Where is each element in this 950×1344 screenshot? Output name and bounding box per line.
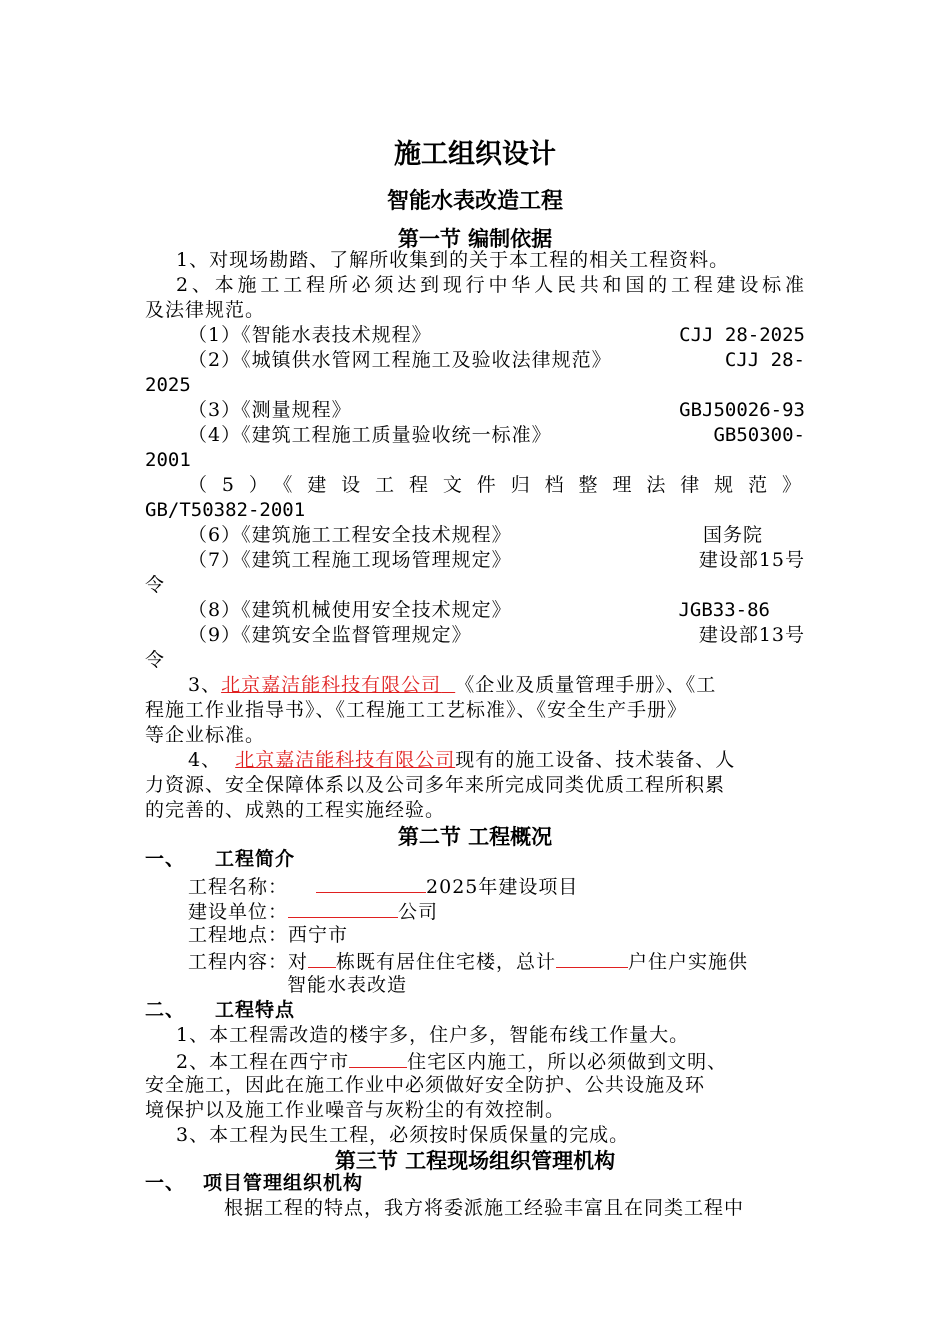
- standard-code: 建设部13号: [698, 624, 805, 646]
- field-label: 建设单位：: [188, 901, 289, 923]
- paragraph-2: 2、本施工工程所必须达到现行中华人民共和国的工程建设标准: [176, 274, 805, 296]
- document-subtitle: 智能水表改造工程: [386, 188, 563, 214]
- standard-item: [145, 347, 805, 373]
- section-2-heading: 第二节 工程概况: [397, 824, 553, 849]
- field-value: 公司: [398, 901, 439, 923]
- subsection-heading: 一、 工程简介: [145, 848, 296, 870]
- blank-line: [316, 872, 426, 893]
- standard-title: （6）《建筑施工工程安全技术规程》: [188, 524, 512, 546]
- standard-code: GBJ50026-93: [679, 399, 805, 421]
- builder-row: [145, 897, 805, 923]
- standard-item: [145, 622, 805, 648]
- paragraph-4-cont: 的完善的、成熟的工程实施经验。: [145, 799, 446, 821]
- standard-code: 国务院: [702, 524, 763, 546]
- content-row: 工程内容：对 栋既有居住住宅楼，总计 户住户实施供: [145, 947, 805, 973]
- standard-title: （9）《建筑安全监督管理规定》: [188, 624, 472, 646]
- field-label: 工程内容：: [188, 951, 289, 973]
- standard-title: （3）《测量规程》: [188, 399, 352, 421]
- document-title: 施工组织设计: [394, 139, 556, 170]
- field-label: 工程名称：: [188, 876, 289, 898]
- standard-code-cont: 2025: [145, 374, 191, 396]
- standard-code-cont: 令: [145, 649, 166, 671]
- standard-item: （5）《建设工程文件归档整理法律规范》: [188, 474, 805, 496]
- blank-line: [349, 1047, 407, 1068]
- field-value: 西宁市: [288, 924, 349, 946]
- feature-2-cont: 安全施工，因此在施工作业中必须做好安全防护、公共设施及环: [145, 1074, 706, 1096]
- field-label: 工程地点：: [188, 924, 289, 946]
- standard-item: [145, 422, 805, 448]
- standard-item: [145, 397, 805, 423]
- blank-line: [556, 947, 628, 968]
- standard-code: CJJ 28-: [724, 349, 805, 371]
- standard-item: [145, 522, 763, 548]
- standard-code-cont: GB/T50382-2001: [145, 499, 306, 521]
- project-name-row: [145, 872, 805, 898]
- standard-title: （8）《建筑机械使用安全技术规定》: [188, 599, 512, 621]
- standard-title: （2）《城镇供水管网工程施工及验收法律规范》: [188, 349, 612, 371]
- feature-2: 2、本工程在西宁市 住宅区内施工，所以必须做到文明、: [145, 1047, 805, 1073]
- standard-code-cont: 2001: [145, 449, 191, 471]
- paragraph-3-cont: 等企业标准。: [145, 724, 266, 746]
- standard-code: 建设部15号: [698, 549, 805, 571]
- standard-item: [145, 597, 770, 623]
- subsection-heading: 二、 工程特点: [145, 999, 296, 1021]
- standard-code: GB50300-: [713, 424, 805, 446]
- standard-title: （1）《智能水表技术规程》: [188, 324, 432, 346]
- paragraph-3-cont: 程施工作业指导书》、《工程施工工艺标准》、《安全生产手册》: [145, 699, 688, 721]
- standard-item: [145, 547, 805, 573]
- paragraph-4: 4、 北京嘉洁能科技有限公司现有的施工设备、技术装备、人: [188, 749, 736, 771]
- standard-title: （7）《建筑工程施工现场管理规定》: [188, 549, 512, 571]
- content-row-cont: 智能水表改造: [287, 974, 408, 996]
- feature-3: 3、本工程为民生工程，必须按时保质保量的完成。: [176, 1124, 630, 1146]
- standard-item: [145, 322, 805, 348]
- feature-2-cont: 境保护以及施工作业噪音与灰粉尘的有效控制。: [145, 1099, 566, 1121]
- field-value: 2025年建设项目: [426, 876, 579, 898]
- company-name: 北京嘉洁能科技有限公司: [221, 674, 442, 696]
- paragraph-4-cont: 力资源、安全保障体系以及公司多年来所完成同类优质工程所积累: [145, 774, 726, 796]
- subsection-heading: 一、 项目管理组织机构: [145, 1172, 364, 1194]
- location-row: [145, 922, 805, 948]
- standard-code-cont: 令: [145, 574, 166, 596]
- feature-1: 1、本工程需改造的楼宇多，住户多，智能布线工作量大。: [176, 1024, 690, 1046]
- paragraph-3: 3、北京嘉洁能科技有限公司 《企业及质量管理手册》、《工: [188, 674, 717, 696]
- section-1-heading: 第一节 编制依据: [397, 226, 553, 251]
- standard-code: CJJ 28-2025: [679, 324, 805, 346]
- paragraph-1: 1、对现场勘踏、了解所收集到的关于本工程的相关工程资料。: [176, 249, 730, 271]
- company-name: 北京嘉洁能科技有限公司: [235, 749, 456, 771]
- paragraph-2-cont: 及法律规范。: [145, 299, 266, 321]
- blank-line: [308, 947, 336, 968]
- section-3-heading: 第三节 工程现场组织管理机构: [334, 1148, 616, 1173]
- standard-title: （4）《建筑工程施工质量验收统一标准》: [188, 424, 552, 446]
- standard-code: JGB33-86: [678, 599, 770, 621]
- paragraph-5: 根据工程的特点，我方将委派施工经验丰富且在同类工程中: [224, 1197, 745, 1219]
- blank-line: [288, 897, 398, 918]
